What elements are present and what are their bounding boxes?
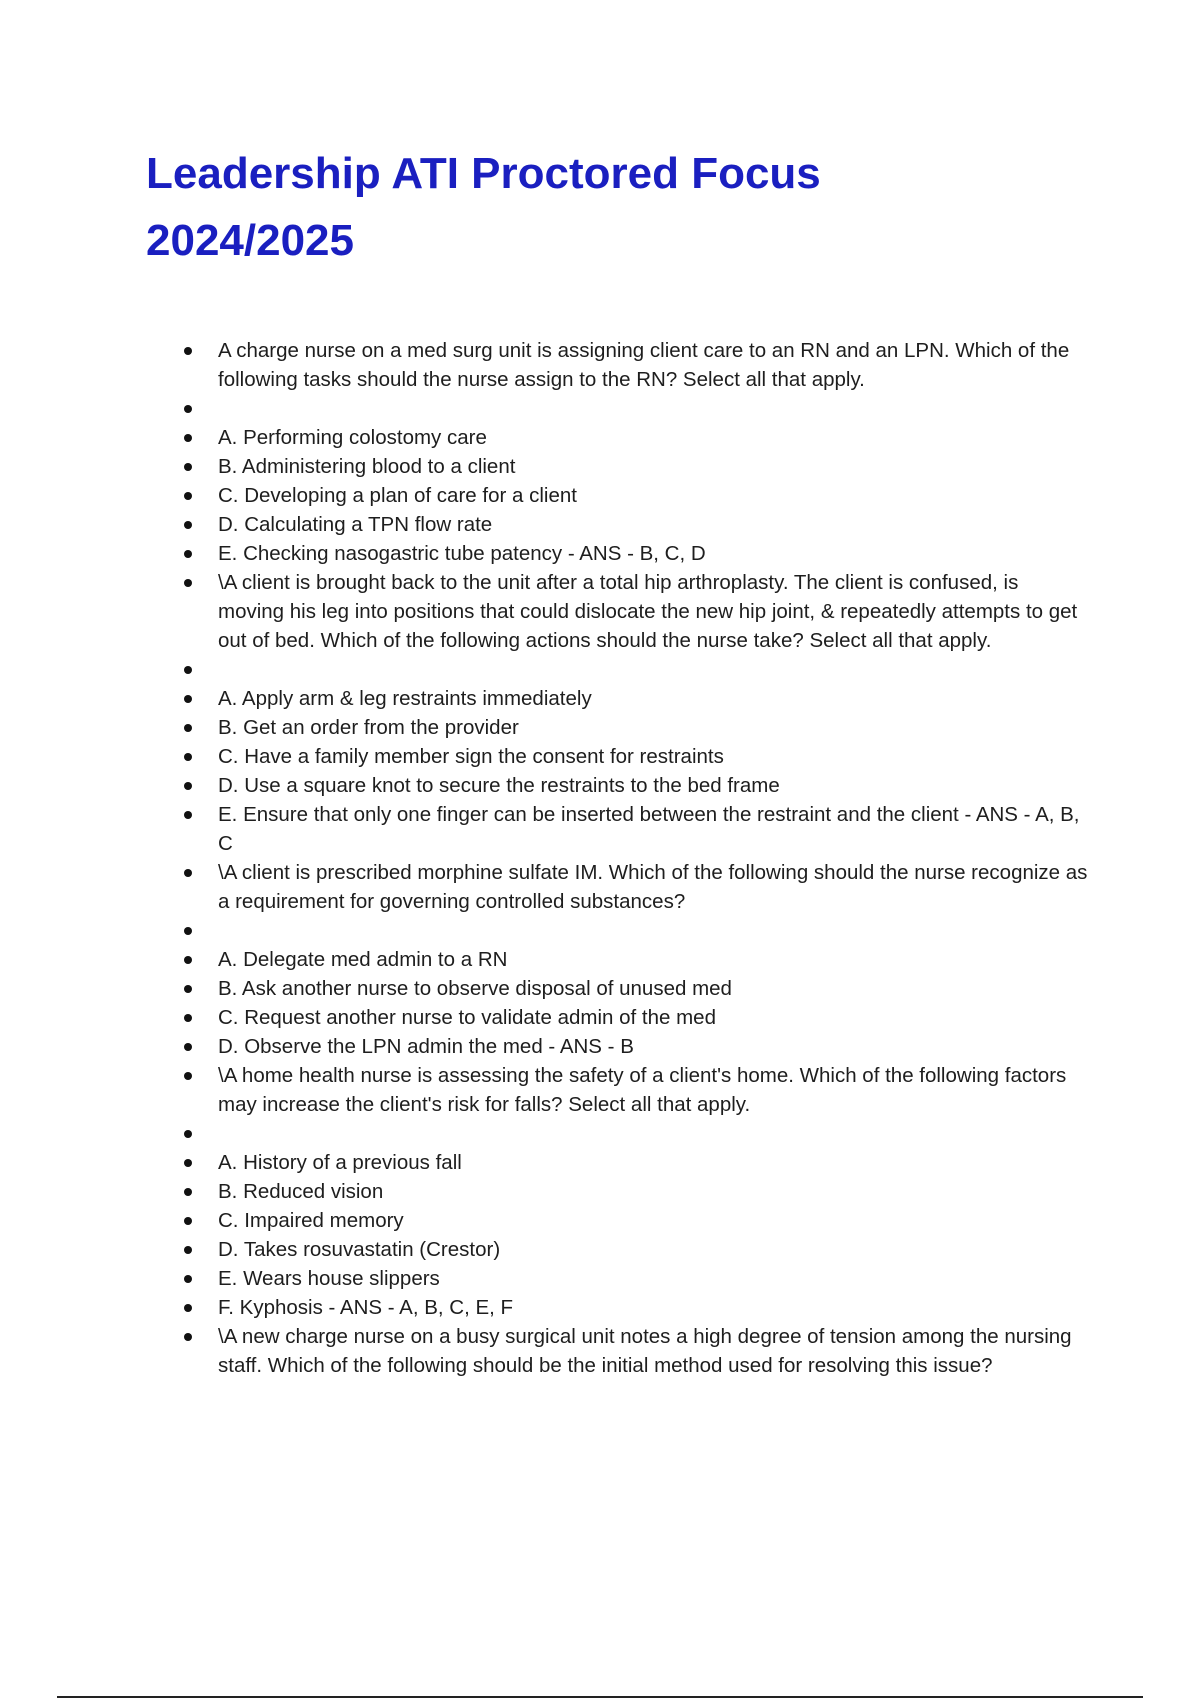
list-item	[0, 916, 1088, 945]
list-item	[0, 1119, 1088, 1148]
list-item: A. Delegate med admin to a RN	[0, 945, 1088, 974]
list-item	[0, 655, 1088, 684]
list-item: D. Use a square knot to secure the restraints to the bed frame	[0, 771, 1088, 800]
title-line-2: 2024/2025	[146, 216, 354, 265]
document-title	[146, 140, 1046, 274]
list-item: C. Impaired memory	[0, 1206, 1088, 1235]
list-item: D. Calculating a TPN flow rate	[0, 510, 1088, 539]
list-item: \A client is brought back to the unit after a total hip arthroplasty. The client is confused, is moving his leg into positions that could dislocate the new hip joint, & repeatedly attempts to get out of bed. Which of the following actions should the nurse take? Select all that apply.	[0, 568, 1088, 655]
list-item: B. Get an order from the provider	[0, 713, 1088, 742]
list-item: A. Apply arm & leg restraints immediately	[0, 684, 1088, 713]
list-item: \A home health nurse is assessing the safety of a client's home. Which of the following factors may increase the client's risk for falls? Select all that apply.	[0, 1061, 1088, 1119]
list-item: C. Request another nurse to validate admin of the med	[0, 1003, 1088, 1032]
list-item: A. History of a previous fall	[0, 1148, 1088, 1177]
list-item: B. Ask another nurse to observe disposal of unused med	[0, 974, 1088, 1003]
list-item	[0, 394, 1088, 423]
list-item: A. Performing colostomy care	[0, 423, 1088, 452]
list-item: B. Administering blood to a client	[0, 452, 1088, 481]
title-line-1: Leadership ATI Proctored Focus	[146, 149, 821, 198]
list-item: C. Developing a plan of care for a client	[0, 481, 1088, 510]
list-item: A charge nurse on a med surg unit is assigning client care to an RN and an LPN. Which of the following tasks should the nurse assign to the RN? Select all that apply.	[0, 336, 1088, 394]
page-bottom-rule	[57, 1696, 1143, 1698]
list-item: B. Reduced vision	[0, 1177, 1088, 1206]
list-item: C. Have a family member sign the consent for restraints	[0, 742, 1088, 771]
list-item: F. Kyphosis - ANS - A, B, C, E, F	[0, 1293, 1088, 1322]
list-item: E. Ensure that only one finger can be inserted between the restraint and the client - ANS - A, B, C	[0, 800, 1088, 858]
list-item: E. Wears house slippers	[0, 1264, 1088, 1293]
list-item: D. Takes rosuvastatin (Crestor)	[0, 1235, 1088, 1264]
list-item: D. Observe the LPN admin the med - ANS - B	[0, 1032, 1088, 1061]
list-item: \A new charge nurse on a busy surgical unit notes a high degree of tension among the nursing staff. Which of the following should be the initial method used for resolving this issue?	[0, 1322, 1088, 1380]
list-item: \A client is prescribed morphine sulfate IM. Which of the following should the nurse recognize as a requirement for governing controlled substances?	[0, 858, 1088, 916]
question-list	[0, 336, 1200, 1380]
list-item: E. Checking nasogastric tube patency - ANS - B, C, D	[0, 539, 1088, 568]
